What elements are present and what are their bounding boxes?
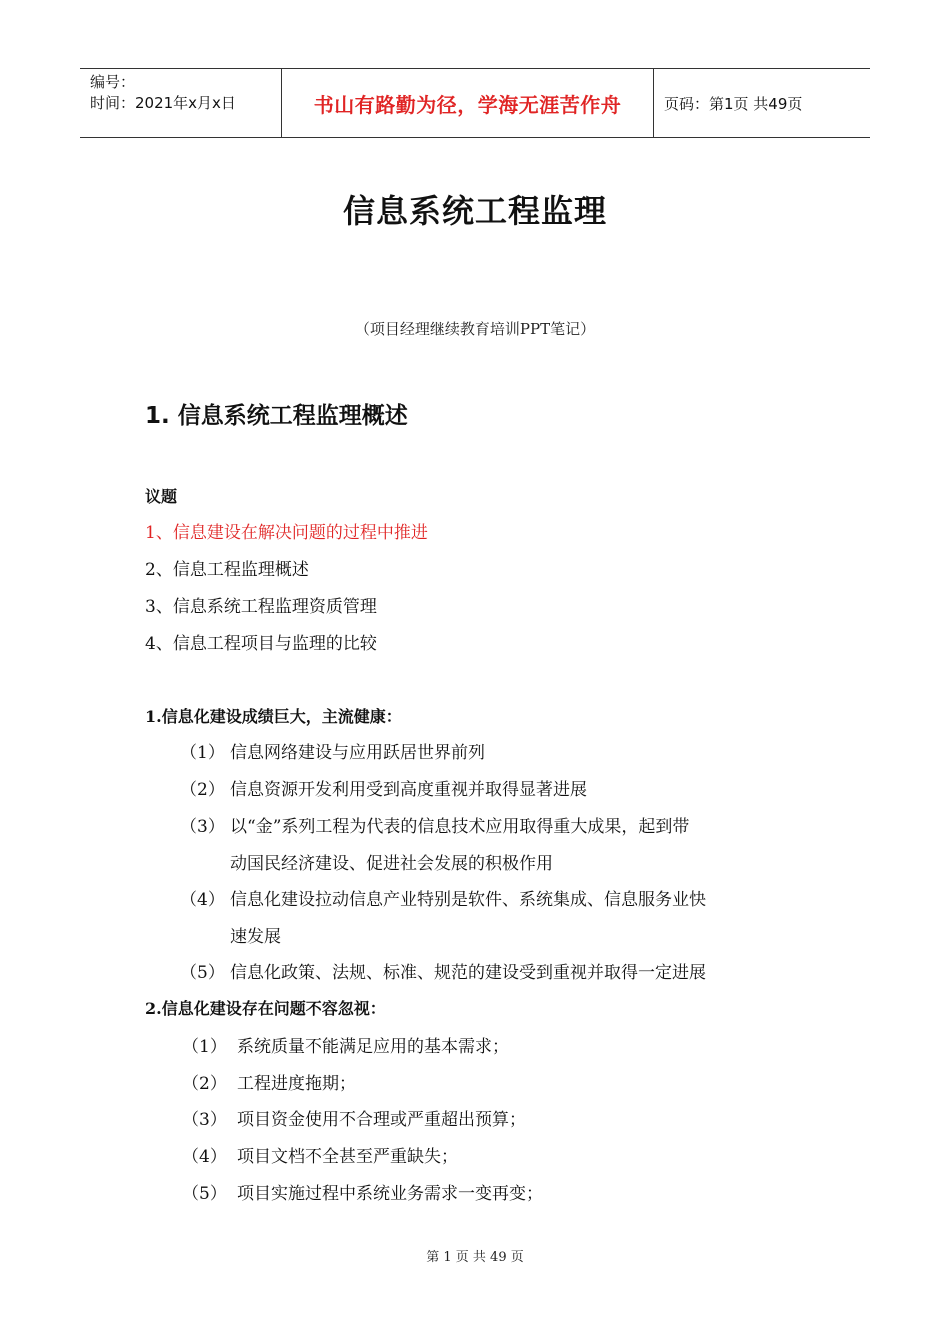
part1-item-continuation: 动国民经济建设、促进社会发展的积极作用 <box>230 854 553 874</box>
part1-item-continuation: 速发展 <box>230 927 281 947</box>
part2-item <box>182 1142 458 1167</box>
document-subtitle: （项目经理继续教育培训PPT笔记） <box>354 320 596 338</box>
part1-item <box>180 738 485 763</box>
item-text: 项目文档不全甚至严重缺失； <box>237 1147 458 1167</box>
item-number: （5） <box>180 963 225 983</box>
item-number: （4） <box>182 1147 227 1167</box>
item-number: （2） <box>180 780 225 800</box>
header-meta <box>80 69 282 137</box>
page-header <box>80 68 870 138</box>
part2-item <box>182 1069 356 1094</box>
item-text: 项目实施过程中系统业务需求一变再变； <box>237 1184 543 1204</box>
part1-item <box>180 812 689 837</box>
part2-heading: 2.信息化建设存在问题不容忽视： <box>145 999 386 1018</box>
agenda-heading: 议题 <box>145 487 178 506</box>
document-title: 信息系统工程监理 <box>342 192 607 230</box>
item-text: 工程进度拖期； <box>237 1074 356 1094</box>
item-number: （2） <box>182 1074 227 1094</box>
part2-item <box>182 1105 526 1130</box>
item-number: （3） <box>180 817 225 837</box>
agenda-item: 3、信息系统工程监理资质管理 <box>145 597 377 617</box>
item-text: 信息化政策、法规、标准、规范的建设受到重视并取得一定进展 <box>230 963 706 983</box>
header-page-info: 页码：第1页 共49页 <box>664 94 803 113</box>
item-number: （3） <box>182 1110 227 1130</box>
part1-heading: 1.信息化建设成绩巨大，主流健康： <box>145 707 402 726</box>
item-number: （1） <box>180 743 225 763</box>
item-text: 信息资源开发利用受到高度重视并取得显著进展 <box>230 780 587 800</box>
part1-item <box>180 885 706 910</box>
agenda-item: 2、信息工程监理概述 <box>145 560 309 580</box>
item-number: （5） <box>182 1184 227 1204</box>
agenda-item: 4、信息工程项目与监理的比较 <box>145 634 377 654</box>
header-code-label: 编号： <box>90 73 136 91</box>
part1-item <box>180 958 706 983</box>
part1-item <box>180 775 587 800</box>
item-number: （4） <box>180 890 225 910</box>
item-text: 系统质量不能满足应用的基本需求； <box>237 1037 509 1057</box>
item-number: （1） <box>182 1037 227 1057</box>
header-motto: 书山有路勤为径，学海无涯苦作舟 <box>282 69 654 137</box>
page-footer: 第 1 页 共 49 页 <box>426 1250 524 1265</box>
item-text: 以“金”系列工程为代表的信息技术应用取得重大成果，起到带 <box>230 817 690 837</box>
item-text: 信息网络建设与应用跃居世界前列 <box>230 743 485 763</box>
section-heading: 1. 信息系统工程监理概述 <box>145 403 408 429</box>
item-text: 信息化建设拉动信息产业特别是软件、系统集成、信息服务业快 <box>230 890 706 910</box>
header-time-label: 时间：2021年x月x日 <box>90 94 236 112</box>
part2-item <box>182 1032 509 1057</box>
agenda-item: 1、信息建设在解决问题的过程中推进 <box>145 523 428 543</box>
part2-item <box>182 1179 543 1204</box>
item-text: 项目资金使用不合理或严重超出预算； <box>237 1110 526 1130</box>
